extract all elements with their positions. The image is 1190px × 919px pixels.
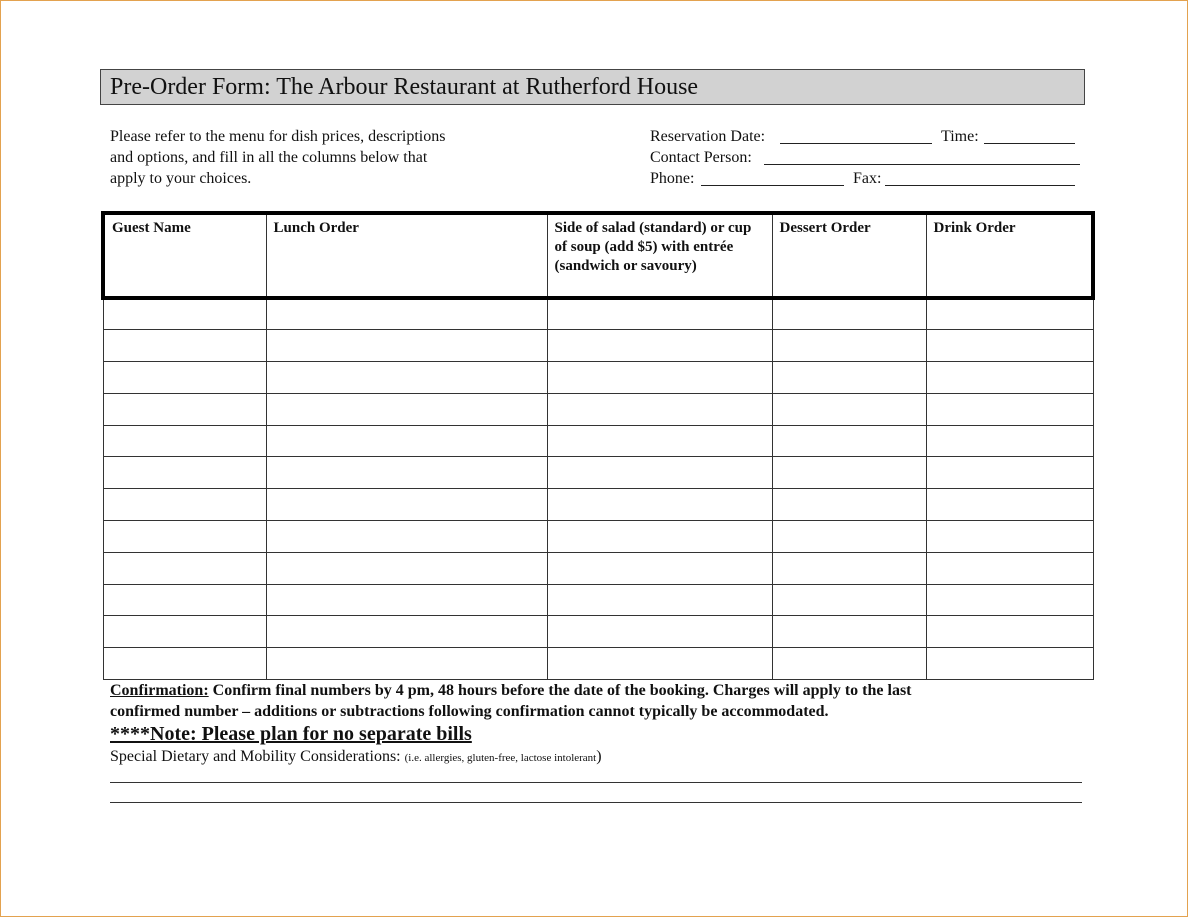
- table-row: [103, 425, 1093, 457]
- cell-lunch-order[interactable]: [266, 584, 547, 616]
- confirmation-line-1: Confirm final numbers by 4 pm, 48 hours before the date of the booking. Charges will apply to the last: [208, 682, 912, 699]
- table-row: [103, 298, 1093, 330]
- table-row: [103, 552, 1093, 584]
- cell-guest-name[interactable]: [103, 552, 266, 584]
- cell-lunch-order[interactable]: [266, 362, 547, 394]
- cell-guest-name[interactable]: [103, 648, 266, 680]
- table-row: [103, 362, 1093, 394]
- fax-label: Fax:: [853, 170, 882, 187]
- table-header-row: [103, 213, 1093, 298]
- table-row: [103, 330, 1093, 362]
- cell-lunch-order[interactable]: [266, 489, 547, 521]
- order-table-body: [103, 298, 1093, 680]
- cell-dessert-order[interactable]: [772, 489, 926, 521]
- reservation-date-label: Reservation Date:: [650, 128, 766, 145]
- confirmation-text: [110, 680, 912, 722]
- cell-drink-order[interactable]: [926, 393, 1093, 425]
- table-row: [103, 521, 1093, 553]
- cell-guest-name[interactable]: [103, 425, 266, 457]
- special-considerations: [110, 746, 602, 769]
- cell-dessert-order[interactable]: [772, 298, 926, 330]
- column-header-dessert-order: Dessert Order: [772, 213, 926, 298]
- cell-side-choice[interactable]: [547, 393, 772, 425]
- cell-drink-order[interactable]: [926, 552, 1093, 584]
- cell-guest-name[interactable]: [103, 362, 266, 394]
- cell-lunch-order[interactable]: [266, 648, 547, 680]
- confirmation-label: Confirmation:: [110, 682, 209, 699]
- time-field[interactable]: [984, 143, 1075, 144]
- contact-person-field[interactable]: [764, 164, 1080, 165]
- cell-side-choice[interactable]: [547, 425, 772, 457]
- cell-dessert-order[interactable]: [772, 584, 926, 616]
- table-row: [103, 584, 1093, 616]
- special-considerations-line[interactable]: [110, 802, 1082, 803]
- cell-side-choice[interactable]: [547, 584, 772, 616]
- cell-side-choice[interactable]: [547, 648, 772, 680]
- column-header-drink-order: Drink Order: [926, 213, 1093, 298]
- cell-side-choice[interactable]: [547, 552, 772, 584]
- cell-dessert-order[interactable]: [772, 616, 926, 648]
- special-considerations-line[interactable]: [110, 782, 1082, 783]
- separate-bills-note: ****Note: Please plan for no separate bills: [110, 723, 472, 745]
- cell-dessert-order[interactable]: [772, 552, 926, 584]
- cell-lunch-order[interactable]: [266, 393, 547, 425]
- column-header-lunch-order: Lunch Order: [266, 213, 547, 298]
- cell-dessert-order[interactable]: [772, 330, 926, 362]
- cell-side-choice[interactable]: [547, 362, 772, 394]
- cell-guest-name[interactable]: [103, 489, 266, 521]
- cell-dessert-order[interactable]: [772, 425, 926, 457]
- time-label: Time:: [941, 128, 979, 145]
- cell-drink-order[interactable]: [926, 425, 1093, 457]
- cell-guest-name[interactable]: [103, 457, 266, 489]
- special-considerations-close: ): [596, 748, 602, 765]
- instructions-line: apply to your choices.: [110, 170, 252, 187]
- table-row: [103, 393, 1093, 425]
- cell-drink-order[interactable]: [926, 457, 1093, 489]
- phone-label: Phone:: [650, 170, 695, 187]
- special-considerations-label: Special Dietary and Mobility Considerations:: [110, 748, 405, 765]
- column-header-guest-name: Guest Name: [103, 213, 266, 298]
- cell-drink-order[interactable]: [926, 521, 1093, 553]
- cell-lunch-order[interactable]: [266, 521, 547, 553]
- cell-guest-name[interactable]: [103, 330, 266, 362]
- cell-drink-order[interactable]: [926, 330, 1093, 362]
- cell-lunch-order[interactable]: [266, 457, 547, 489]
- instructions: [110, 126, 530, 189]
- cell-dessert-order[interactable]: [772, 521, 926, 553]
- form-title: Pre-Order Form: The Arbour Restaurant at Rutherford House: [100, 69, 1085, 105]
- cell-side-choice[interactable]: [547, 330, 772, 362]
- cell-drink-order[interactable]: [926, 298, 1093, 330]
- reservation-date-field[interactable]: [780, 143, 932, 144]
- cell-lunch-order[interactable]: [266, 330, 547, 362]
- cell-guest-name[interactable]: [103, 298, 266, 330]
- cell-guest-name[interactable]: [103, 393, 266, 425]
- cell-drink-order[interactable]: [926, 616, 1093, 648]
- table-row: [103, 648, 1093, 680]
- cell-side-choice[interactable]: [547, 616, 772, 648]
- column-header-side: Side of salad (standard) or cup of soup (add $5) with entrée (sandwich or savoury): [547, 213, 772, 298]
- phone-field[interactable]: [701, 185, 844, 186]
- cell-side-choice[interactable]: [547, 489, 772, 521]
- cell-lunch-order[interactable]: [266, 616, 547, 648]
- table-row: [103, 457, 1093, 489]
- cell-side-choice[interactable]: [547, 298, 772, 330]
- instructions-line: Please refer to the menu for dish prices, descriptions: [110, 128, 446, 145]
- cell-side-choice[interactable]: [547, 521, 772, 553]
- cell-drink-order[interactable]: [926, 362, 1093, 394]
- cell-drink-order[interactable]: [926, 648, 1093, 680]
- cell-drink-order[interactable]: [926, 584, 1093, 616]
- cell-dessert-order[interactable]: [772, 457, 926, 489]
- cell-lunch-order[interactable]: [266, 298, 547, 330]
- cell-dessert-order[interactable]: [772, 648, 926, 680]
- cell-guest-name[interactable]: [103, 521, 266, 553]
- confirmation-line-2: confirmed number – additions or subtractions following confirmation cannot typically be accommodated.: [110, 703, 829, 720]
- table-row: [103, 489, 1093, 521]
- order-table: [101, 211, 1095, 680]
- cell-drink-order[interactable]: [926, 489, 1093, 521]
- fax-field[interactable]: [885, 185, 1075, 186]
- cell-guest-name[interactable]: [103, 584, 266, 616]
- cell-dessert-order[interactable]: [772, 362, 926, 394]
- special-considerations-hint: (i.e. allergies, gluten-free, lactose intolerant: [404, 752, 597, 764]
- cell-guest-name[interactable]: [103, 616, 266, 648]
- instructions-line: and options, and fill in all the columns below that: [110, 149, 428, 166]
- cell-side-choice[interactable]: [547, 457, 772, 489]
- table-row: [103, 616, 1093, 648]
- contact-person-label: Contact Person:: [650, 149, 752, 166]
- cell-lunch-order[interactable]: [266, 425, 547, 457]
- cell-dessert-order[interactable]: [772, 393, 926, 425]
- cell-lunch-order[interactable]: [266, 552, 547, 584]
